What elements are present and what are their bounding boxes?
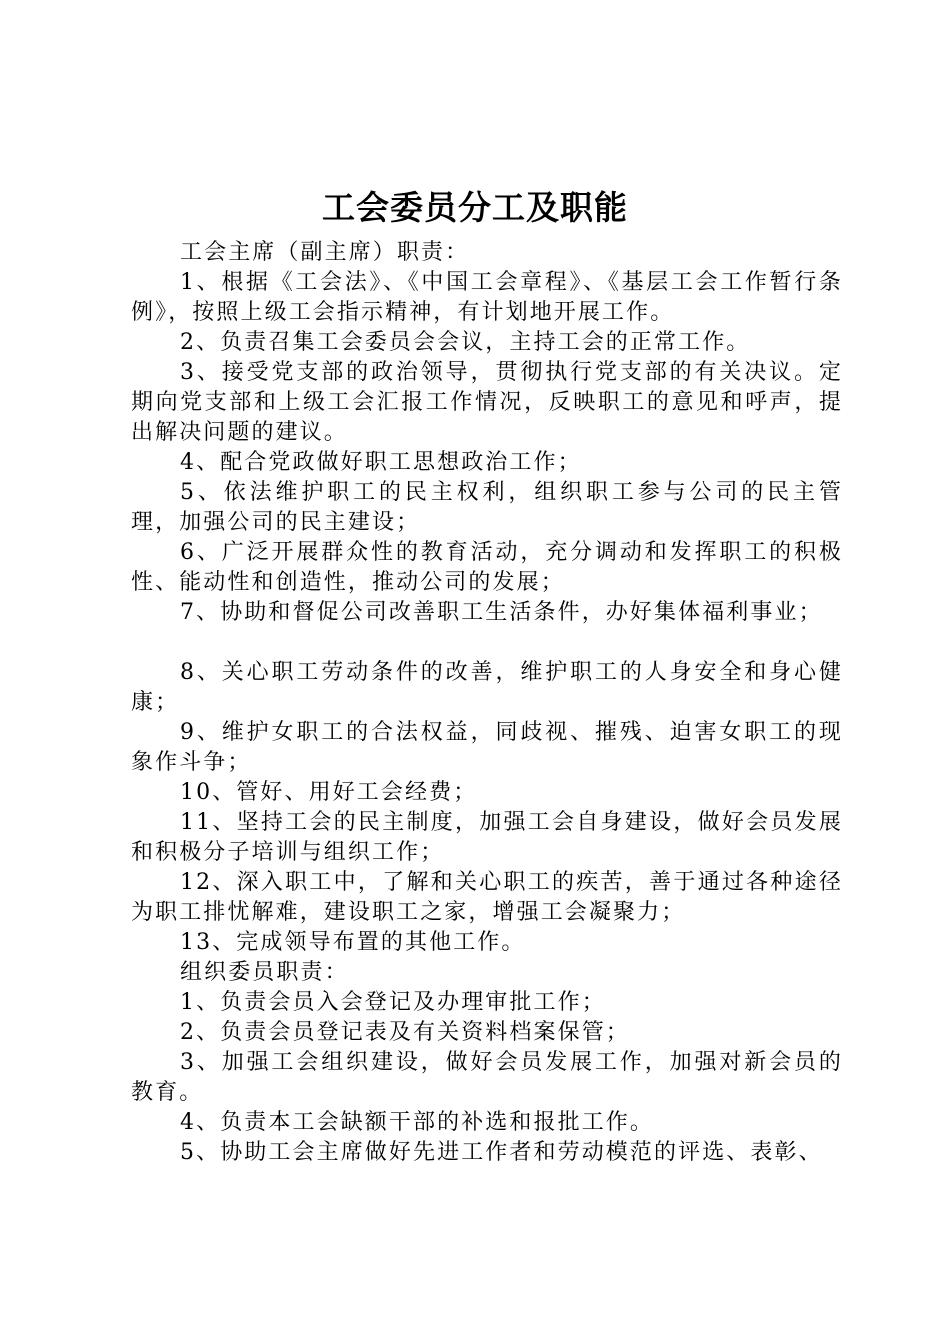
- organization-duty-4: 4、负责本工会缺额干部的补选和报批工作。: [180, 1110, 654, 1135]
- chairman-duty-13: 13、完成领导布置的其他工作。: [180, 930, 526, 955]
- chairman-duty-6: 6、广泛开展群众性的教育活动，充分调动和发挥职工的积极性、能动性和创造性，推动公司的发展；: [131, 540, 843, 595]
- chairman-duty-11: 11、坚持工会的民主制度，加强工会自身建设，做好会员发展和积极分子培训与组织工作；: [131, 810, 843, 865]
- chairman-duty-3: 3、接受党支部的政治领导，贯彻执行党支部的有关决议。定期向党支部和上级工会汇报工作情况，反映职工的意见和呼声，提出解决问题的建议。: [131, 360, 843, 445]
- document-title: 工会委员分工及职能: [322, 188, 628, 227]
- chairman-duty-4: 4、配合党政做好职工思想政治工作；: [180, 450, 582, 475]
- organization-duty-5: 5、协助工会主席做好先进工作者和劳动模范的评选、表彰、: [180, 1140, 823, 1165]
- section-heading-organization: 组织委员职责：: [180, 960, 349, 985]
- chairman-duty-8: 8、关心职工劳动条件的改善，维护职工的人身安全和身心健康；: [131, 660, 843, 715]
- section-heading-chairman: 工会主席（副主席）职责：: [180, 240, 470, 265]
- chairman-duty-9: 9、维护女职工的合法权益，同歧视、摧残、迫害女职工的现象作斗争；: [131, 720, 843, 775]
- chairman-duty-2: 2、负责召集工会委员会会议，主持工会的正常工作。: [180, 330, 751, 355]
- chairman-duty-1: 1、根据《工会法》、《中国工会章程》、《基层工会工作暂行条例》，按照上级工会指示精神，有计划地开展工作。: [131, 270, 843, 325]
- organization-duty-3: 3、加强工会组织建设，做好会员发展工作，加强对新会员的教育。: [131, 1050, 843, 1105]
- document-body: [131, 238, 843, 1168]
- chairman-duty-7: 7、协助和督促公司改善职工生活条件，办好集体福利事业；: [180, 600, 823, 625]
- chairman-duty-10: 10、管好、用好工会经费；: [180, 780, 478, 805]
- organization-duty-1: 1、负责会员入会登记及办理审批工作；: [180, 990, 606, 1015]
- organization-duty-2: 2、负责会员登记表及有关资料档案保管；: [180, 1020, 630, 1045]
- chairman-duty-5: 5、依法维护职工的民主权利，组织职工参与公司的民主管理，加强公司的民主建设；: [131, 480, 843, 535]
- chairman-duty-12: 12、深入职工中，了解和关心职工的疾苦，善于通过各种途径为职工排忧解难，建设职工之家，增强工会凝聚力；: [131, 870, 843, 925]
